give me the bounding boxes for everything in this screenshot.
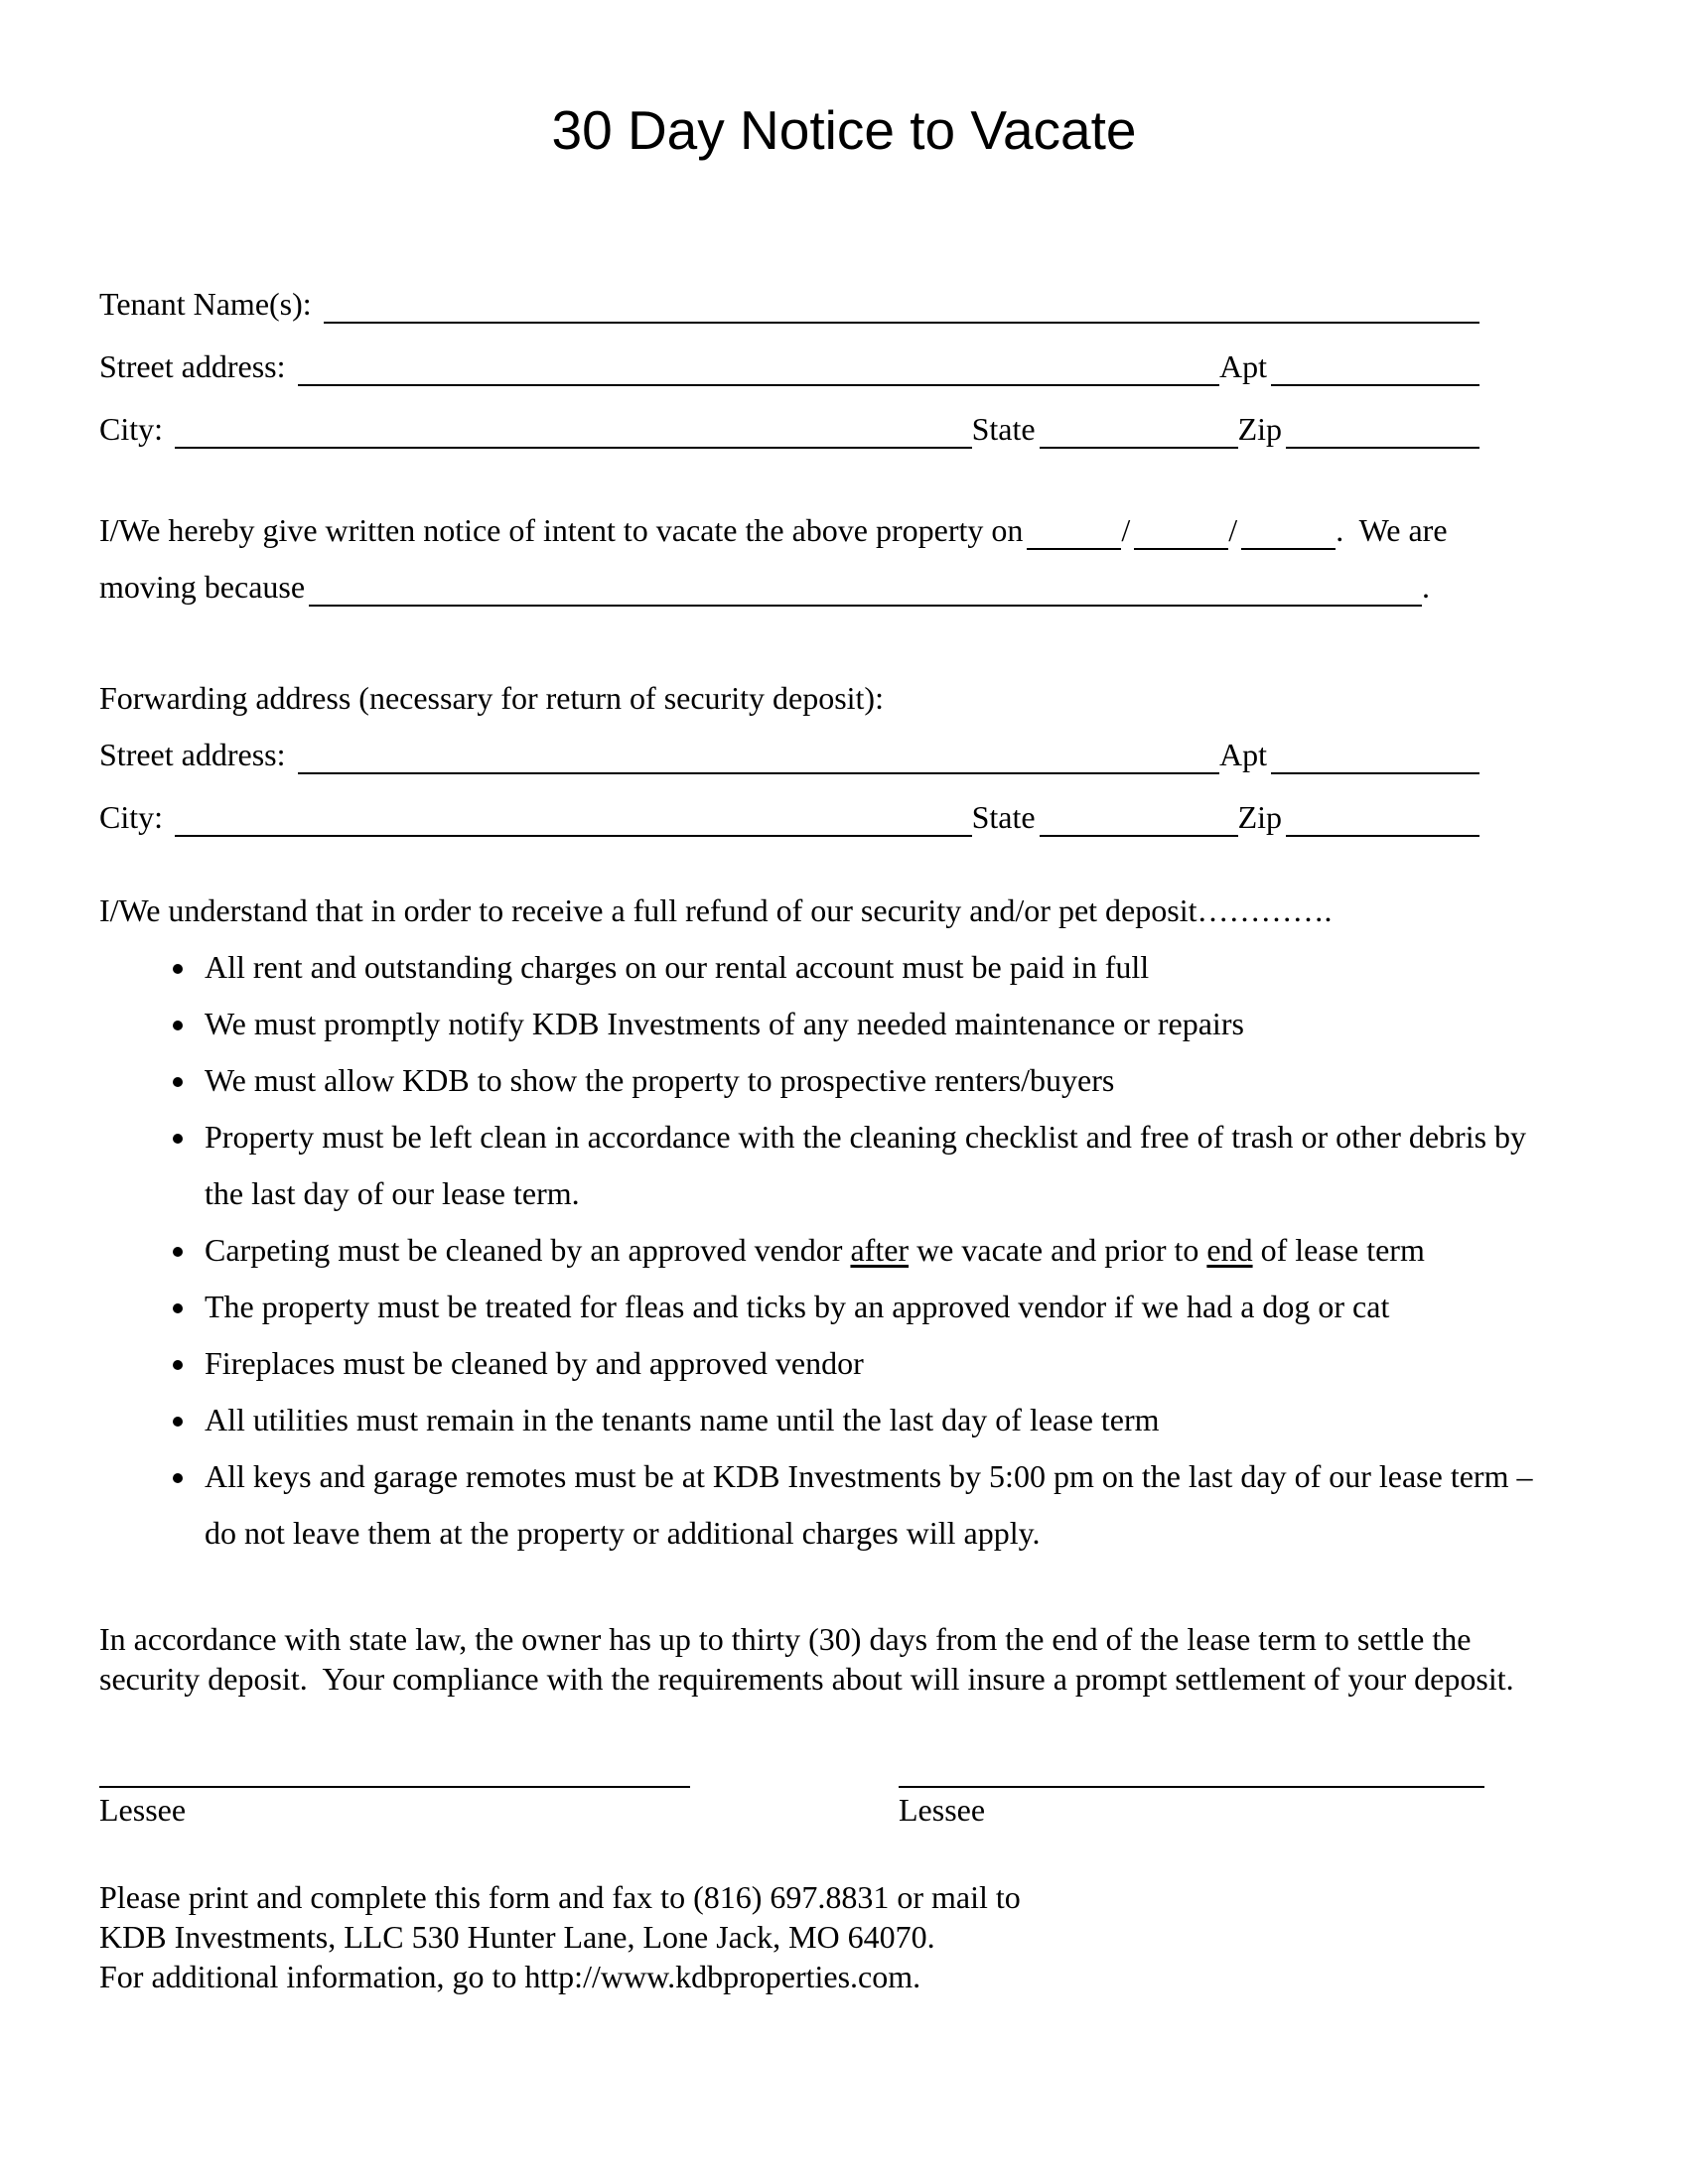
current-address-section <box>99 276 1589 458</box>
date-slash-1: / <box>1121 512 1131 548</box>
current-street-row <box>99 339 1589 395</box>
carpet-seg1: Carpeting must be cleaned by an approved vendor <box>205 1232 851 1268</box>
state-law-line1: In accordance with state law, the owner has up to thirty (30) days from the end of the lease term to settle the <box>99 1621 1472 1657</box>
state-law-paragraph <box>99 1619 1589 1699</box>
condition-keys-line2: do not leave them at the property or additional charges will apply. <box>205 1515 1041 1551</box>
forwarding-apt-label: Apt <box>1219 737 1267 772</box>
tenant-name-field[interactable] <box>324 276 1479 333</box>
current-city-label: City: <box>99 411 172 447</box>
vacate-month-field[interactable] <box>1027 502 1121 559</box>
page-title: 30 Day Notice to Vacate <box>551 99 1137 161</box>
forwarding-street-row <box>99 727 1589 783</box>
lessee-signature-field-1[interactable] <box>99 1699 690 1788</box>
current-city-row <box>99 401 1589 458</box>
tenant-name-row <box>99 276 1589 333</box>
signature-spacer <box>690 1699 899 1833</box>
moving-reason-field[interactable] <box>309 559 1422 615</box>
condition-left-clean-line1: Property must be left clean in accordance with the cleaning checklist and free of trash or other debris by <box>205 1119 1527 1155</box>
current-zip-label: Zip <box>1237 411 1282 447</box>
lessee-label-1: Lessee <box>99 1792 187 1828</box>
condition-keys-remotes <box>199 1448 1589 1562</box>
forwarding-address-section <box>99 670 1589 846</box>
condition-rent-paid: • All rent and outstanding charges on our rental account must be paid in full <box>199 939 1589 996</box>
vacate-date-line <box>99 502 1589 559</box>
carpet-underlined-end: end <box>1206 1232 1253 1268</box>
condition-left-clean <box>199 1109 1589 1222</box>
moving-because-label: moving because <box>99 569 306 605</box>
carpet-seg3: of lease term <box>1252 1232 1425 1268</box>
moving-reason-line <box>99 559 1589 615</box>
lessee-signature-block-2 <box>899 1699 1484 1833</box>
after-date-text: . We are <box>1336 512 1448 548</box>
vacate-year-field[interactable] <box>1241 502 1336 559</box>
carpet-seg2: we vacate and prior to <box>909 1232 1207 1268</box>
current-street-field[interactable] <box>298 339 1220 395</box>
forwarding-city-field[interactable] <box>175 789 972 846</box>
lessee-signature-field-2[interactable] <box>899 1699 1484 1788</box>
current-city-field[interactable] <box>175 401 972 458</box>
footer-instructions <box>99 1877 1589 1996</box>
forwarding-city-label: City: <box>99 799 172 835</box>
forwarding-state-field[interactable] <box>1040 789 1238 846</box>
footer-fax-line: Please print and complete this form and fax to (816) 697.8831 or mail to <box>99 1879 1021 1915</box>
date-slash-2: / <box>1228 512 1238 548</box>
condition-utilities: • All utilities must remain in the tenants name until the last day of lease term <box>199 1392 1589 1448</box>
condition-carpet-cleaning <box>199 1222 1589 1279</box>
current-apt-label: Apt <box>1219 348 1267 384</box>
deposit-conditions-list <box>99 939 1589 1562</box>
condition-allow-showings: • We must allow KDB to show the property to prospective renters/buyers <box>199 1052 1589 1109</box>
current-zip-field[interactable] <box>1286 401 1479 458</box>
carpet-underlined-after: after <box>850 1232 910 1268</box>
forwarding-street-field[interactable] <box>298 727 1220 783</box>
current-state-label: State <box>971 411 1036 447</box>
state-law-line2: security deposit. Your compliance with the requirements about will insure a prompt settlement of your deposit. <box>99 1661 1514 1697</box>
sentence-period: . <box>1422 569 1430 605</box>
forwarding-city-row <box>99 789 1589 846</box>
intent-text: I/We hereby give written notice of intent to vacate the above property on <box>99 512 1024 548</box>
forwarding-zip-field[interactable] <box>1286 789 1479 846</box>
condition-fireplaces: • Fireplaces must be cleaned by and approved vendor <box>199 1335 1589 1392</box>
signature-section <box>99 1699 1589 1833</box>
tenant-name-label: Tenant Name(s): <box>99 286 320 322</box>
current-street-label: Street address: <box>99 348 294 384</box>
lessee-signature-block-1 <box>99 1699 690 1833</box>
condition-keys-line1: All keys and garage remotes must be at KDB Investments by 5:00 pm on the last day of our lease term – <box>205 1458 1533 1494</box>
forwarding-apt-field[interactable] <box>1271 727 1479 783</box>
forwarding-zip-label: Zip <box>1237 799 1282 835</box>
footer-website-line: For additional information, go to http://www.kdbproperties.com. <box>99 1959 921 1994</box>
condition-left-clean-line2: the last day of our lease term. <box>205 1175 580 1211</box>
footer-mail-address-line: KDB Investments, LLC 530 Hunter Lane, Lone Jack, MO 64070. <box>99 1919 935 1955</box>
condition-notify-maintenance: • We must promptly notify KDB Investments of any needed maintenance or repairs <box>199 996 1589 1052</box>
lessee-label-2: Lessee <box>899 1792 986 1828</box>
deposit-conditions-intro: I/We understand that in order to receive a full refund of our security and/or pet deposit…………. <box>99 892 1333 928</box>
notice-paragraph <box>99 502 1589 615</box>
forwarding-street-label: Street address: <box>99 737 294 772</box>
forwarding-heading: Forwarding address (necessary for return of security deposit): <box>99 680 884 716</box>
current-apt-field[interactable] <box>1271 339 1479 395</box>
current-state-field[interactable] <box>1040 401 1238 458</box>
vacate-day-field[interactable] <box>1134 502 1228 559</box>
condition-flea-treatment: • The property must be treated for fleas and ticks by an approved vendor if we had a dog or cat <box>199 1279 1589 1335</box>
forwarding-state-label: State <box>971 799 1036 835</box>
